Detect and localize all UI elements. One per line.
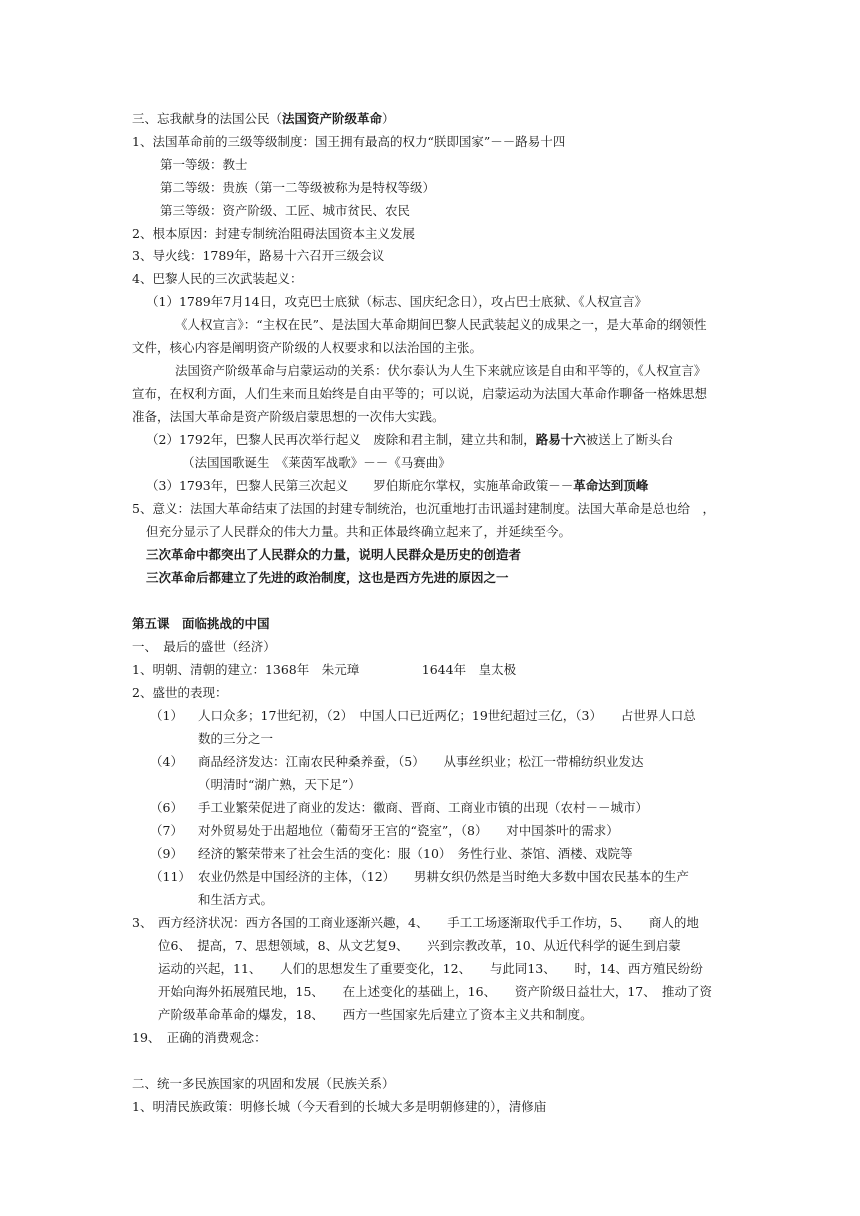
item-3: 3、导火线：1789年，路易十六召开三级会议 (132, 248, 385, 263)
western-economy: 开始向海外拓展殖民地，15、 在上述变化的基础上，16、 资产阶级日益壮大，17、 推动了资 (158, 984, 712, 999)
list-text: 经济的繁荣带来了社会生活的变化：服（10） 务性行业、茶馆、酒楼、戏院等 (198, 846, 633, 861)
list-text: 商品经济发达：江南农民种桑养蚕，（5） 从事丝织业；松江一带棉纺织业发达 (198, 754, 644, 769)
section3-title (132, 110, 395, 127)
list-text: 对外贸易处于出超地位（葡萄牙王宫的“瓷室”，（8） 对中国茶叶的需求） (198, 823, 619, 838)
list-number: （11） (150, 869, 191, 884)
text: 被送上了断头台 (585, 432, 674, 447)
list-number: （6） (150, 800, 183, 815)
paragraph-line: 《人权宣言》：“主权在民”、是法国大革命期间巴黎人民武装起义的成果之一，是大革命的纲领性 (175, 317, 707, 332)
paragraph-line: 准备，法国大革命是资产阶级启蒙思想的一次伟大实践。 (132, 409, 445, 424)
paragraph-line: 法国资产阶级革命与启蒙运动的关系：伏尔泰认为人生下来就应该是自由和平等的，《人权宣言》 (175, 363, 707, 378)
uprising-3 (146, 477, 648, 494)
item-5: 5、意义：法国大革命结束了法国的封建专制统治，也沉重地打击讯遥封建制度。法国大革命是总也给 ， (132, 501, 715, 516)
western-economy: 产阶级革命革命的爆发，18、 西方一些国家先后建立了资本主义共和制度。 (158, 1007, 593, 1022)
estate-second: 第二等级：贵族（第一二等级被称为是特权等级） (160, 180, 436, 195)
bold-text: 革命达到顶峰 (573, 478, 649, 493)
text: （2）1792年，巴黎人民再次举行起义 废除和君主制，建立共和制， (146, 432, 536, 447)
title-text: ） (382, 111, 395, 126)
anthem-note: （法国国歌诞生 《莱茵军战歌》－－《马赛曲》 (182, 455, 451, 470)
lesson-5-heading: 第五课 面临挑战的中国 (132, 616, 270, 631)
paragraph-line: 文件，核心内容是阐明资产阶级的人权要求和以法治国的主张。 (132, 340, 483, 355)
text: （3）1793年，巴黎人民第三次起义 罗伯斯庇尔掌权，实施革命政策－－ (146, 478, 574, 493)
item-1: 1、明朝、清朝的建立：1368年 朱元璋 1644年 皇太极 (132, 662, 517, 677)
uprising-1: （1）1789年7月14日，攻克巴士底狱（标志、国庆纪念日），攻占巴士底狱、《人权宣言》 (146, 294, 648, 309)
list-number: （1） (150, 708, 183, 723)
list-text: 数的三分之一 (198, 731, 274, 746)
summary-bold: 三次革命中都突出了人民群众的力量，说明人民群众是历史的创造者 (146, 547, 522, 562)
item-2: 2、根本原因：封建专制统治阻碍法国资本主义发展 (132, 226, 415, 241)
list-text: 人口众多；17世纪初，（2） 中国人口已近两亿；19世纪超过三亿，（3） 占世界人口总 (198, 708, 696, 723)
paragraph-line: 宣布，在权利方面，人们生来而且始终是自由平等的；可以说，启蒙运动为法国大革命作聊备一格姝思想 (132, 386, 708, 401)
item-1: 1、法国革命前的三级等级制度：国王拥有最高的权力“朕即国家”－－路易十四 (132, 134, 566, 149)
summary-bold: 三次革命后都建立了先进的政治制度，这也是西方先进的原因之一 (146, 570, 509, 585)
item-5-cont: 但充分显示了人民群众的伟大力量。共和正体最终确立起来了，并延续至今。 (146, 524, 572, 539)
item-2: 2、盛世的表现： (132, 685, 228, 700)
list-text: 手工业繁荣促进了商业的发达：徽商、晋商、工商业市镇的出现（农村－－城市） (198, 800, 649, 815)
title-text: 三、忘我献身的法国公民（ (132, 111, 283, 126)
item-1: 1、明清民族政策：明修长城（今天看到的长城大多是明朝修建的），清修庙 (132, 1099, 547, 1114)
list-number: 3、 (132, 915, 153, 930)
uprising-2 (146, 431, 673, 448)
list-text: （明清时“湖广熟，天下足”） (198, 777, 361, 792)
item-4: 4、巴黎人民的三次武装起义： (132, 271, 303, 286)
bold-text: 路易十六 (535, 432, 586, 447)
western-economy: 运动的兴起，11、 人们的思想发生了重要变化，12、 与此同13、 时，14、西方殖民纷纷 (158, 961, 703, 976)
list-text: 农业仍然是中国经济的主体，（12） 男耕女织仍然是当时绝大多数中国农民基本的生产 (198, 869, 689, 884)
item-19: 19、 正确的消费观念： (132, 1030, 267, 1045)
list-text: 和生活方式。 (198, 892, 274, 907)
list-number: （4） (150, 754, 183, 769)
list-number: （9） (150, 846, 183, 861)
title-bold: 法国资产阶级革命 (282, 111, 383, 126)
estate-third: 第三等级：资产阶级、工匠、城市贫民、农民 (160, 203, 411, 218)
section-heading: 二、统一多民族国家的巩固和发展（民族关系） (132, 1076, 395, 1091)
western-economy: 西方经济状况：西方各国的工商业逐渐兴趣，4、 手工工场逐渐取代手工作坊，5、 商人的地 (158, 915, 699, 930)
section-heading: 一、 最后的盛世（经济） (132, 639, 276, 654)
list-number: （7） (150, 823, 183, 838)
estate-first: 第一等级：教士 (160, 157, 248, 172)
western-economy: 位6、 提高，7、思想领域，8、从文艺复9、 兴到宗教改革，10、从近代科学的诞生到启蒙 (158, 938, 681, 953)
